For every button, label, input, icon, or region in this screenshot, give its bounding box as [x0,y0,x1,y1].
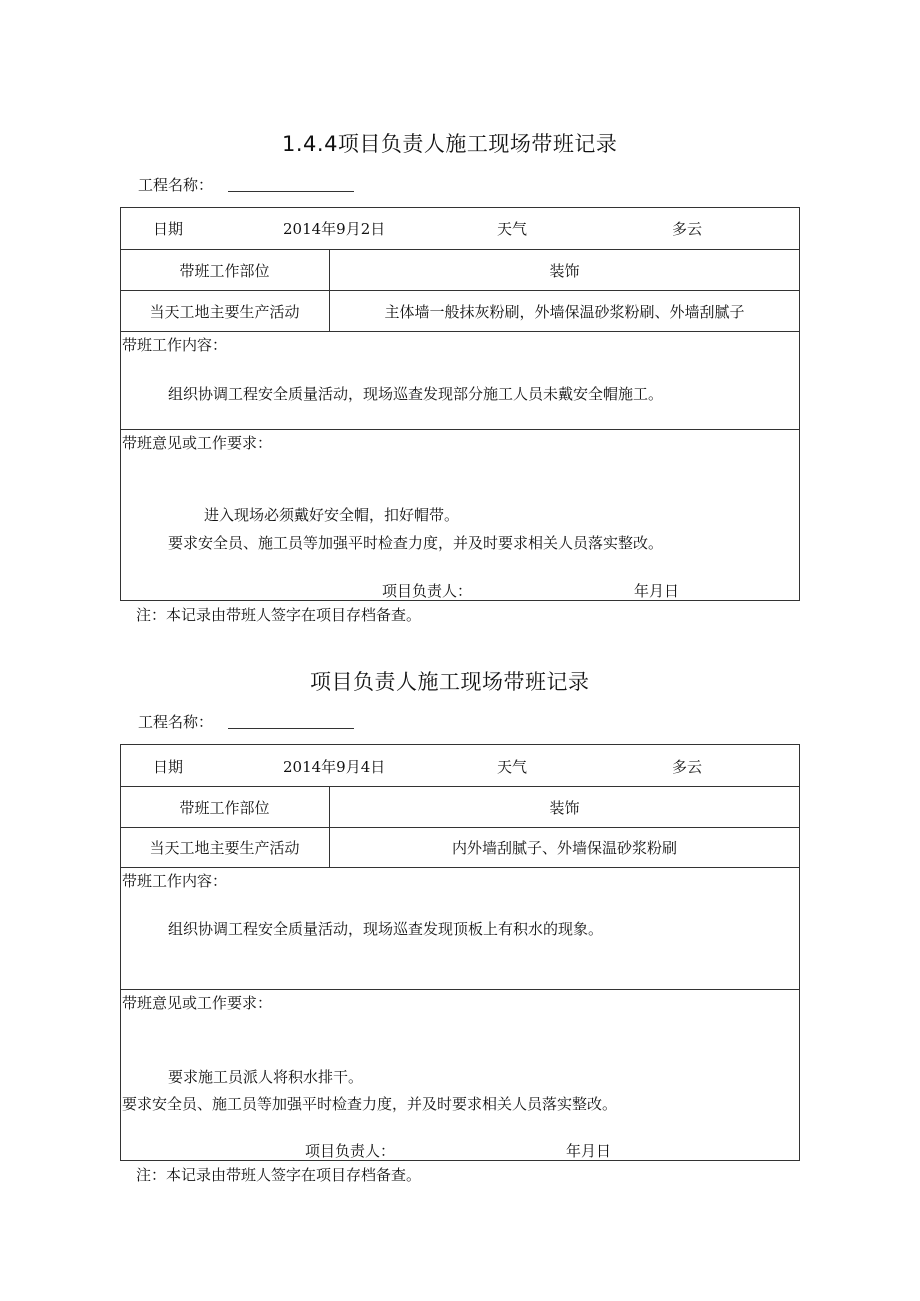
activity-value: 主体墙一般抹灰粉刷，外墙保温砂浆粉刷、外墙刮腻子 [384,303,745,321]
activity-label: 当天工地主要生产活动 [149,839,300,857]
content-text: 组织协调工程安全质量活动，现场巡查发现部分施工人员未戴安全帽施工。 [168,385,664,403]
signer-label: 项目负责人： [305,1142,396,1160]
opinion-label: 带班意见或工作要求： [122,434,273,452]
weather-value: 多云 [672,220,703,238]
sign-date: 年月日 [566,1142,612,1160]
content-text: 组织协调工程安全质量活动，现场巡查发现顶板上有积水的现象。 [168,920,604,938]
divider [120,989,800,990]
divider [120,786,800,787]
record-title: 项目负责人施工现场带班记录 [310,670,590,694]
activity-label: 当天工地主要生产活动 [149,303,300,321]
opinion-line-2: 要求安全员、施工员等加强平时检查力度，并及时要求相关人员落实整改。 [122,1095,618,1113]
opinion-line-2: 要求安全员、施工员等加强平时检查力度，并及时要求相关人员落实整改。 [168,534,664,552]
signer-label: 项目负责人： [382,582,473,600]
divider [120,290,800,291]
activity-value: 内外墙刮腻子、外墙保温砂浆粉刷 [451,839,677,857]
project-name-label: 工程名称： [138,176,214,194]
date-value: 2014年9月4日 [283,758,386,776]
divider [120,249,800,250]
weather-label: 天气 [497,220,528,238]
project-name-field [228,728,354,729]
opinion-line-1: 要求施工员派人将积水排干。 [168,1068,364,1086]
weather-label: 天气 [497,758,528,776]
content-label: 带班工作内容： [122,872,228,890]
divider [120,429,800,430]
date-value: 2014年9月2日 [283,220,386,238]
divider [120,827,800,828]
location-value: 装饰 [549,262,580,280]
opinion-line-1: 进入现场必须戴好安全帽，扣好帽带。 [204,506,460,524]
location-label: 带班工作部位 [179,799,270,817]
opinion-label: 带班意见或工作要求： [122,994,273,1012]
divider [120,867,800,868]
location-label: 带班工作部位 [179,262,270,280]
record-note: 注：本记录由带班人签字在项目存档备查。 [136,1166,422,1184]
project-name-field [228,191,354,192]
record-title: 1.4.4项目负责人施工现场带班记录 [282,132,618,156]
date-label: 日期 [153,758,184,776]
weather-value: 多云 [672,758,703,776]
location-value: 装饰 [549,799,580,817]
record-note: 注：本记录由带班人签字在项目存档备查。 [136,606,422,624]
sign-date: 年月日 [634,582,680,600]
divider [120,331,800,332]
date-label: 日期 [153,220,184,238]
project-name-label: 工程名称： [138,713,214,731]
content-label: 带班工作内容： [122,336,228,354]
